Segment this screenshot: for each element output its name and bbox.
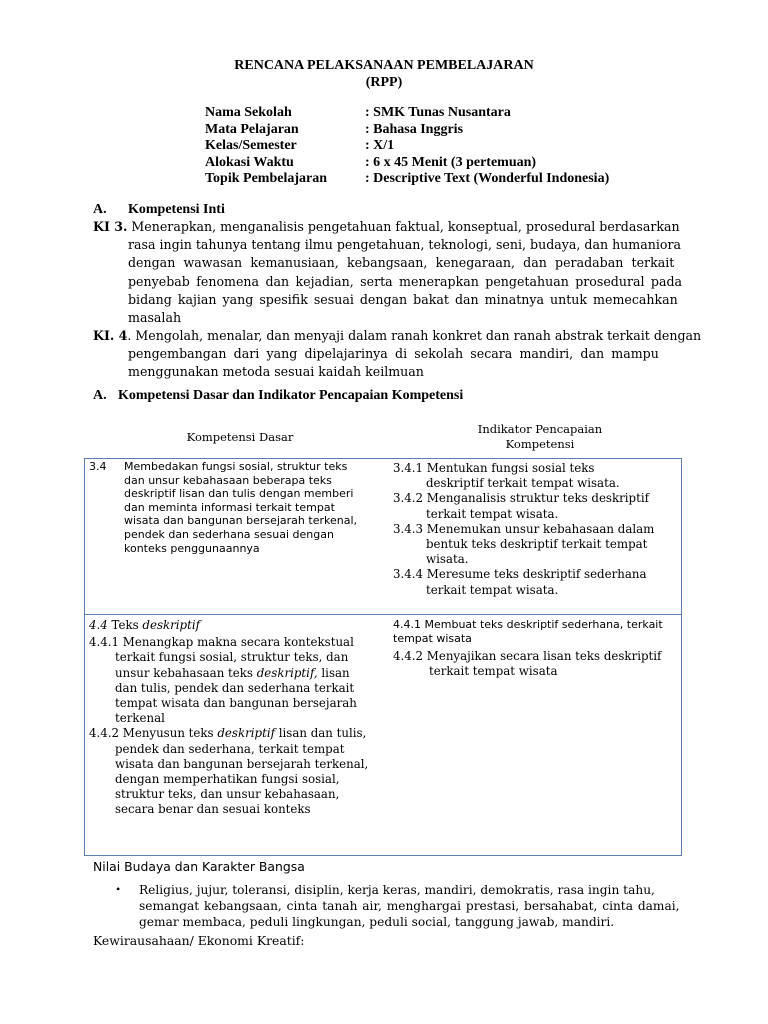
meta-key: Topik Pembelajaran xyxy=(205,171,327,187)
kd-line: dan tulis, pendek dan sederhana terkait xyxy=(115,680,355,695)
meta-key: Mata Pelajaran xyxy=(205,121,299,137)
kd-number: 4.4 xyxy=(89,618,108,632)
kd-line: wisata dan bangunan bersejarah terkenal, xyxy=(115,756,369,771)
section-heading-kd-ipk: Kompetensi Dasar dan Indikator Pencapaian Kompetensi xyxy=(118,388,464,403)
ki4-block xyxy=(93,327,702,382)
nilai-line: gemar membaca, peduli lingkungan, peduli social, tanggung jawab, mandiri. xyxy=(139,915,615,929)
meta-value: : Descriptive Text (Wonderful Indonesia) xyxy=(365,171,610,187)
kd-line: secara benar dan sesuai konteks xyxy=(115,802,311,817)
ipk-3-4-list xyxy=(393,461,678,598)
kd-line: terkait fungsi sosial, struktur teks, dan xyxy=(115,650,349,665)
meta-key: Alokasi Waktu xyxy=(205,154,294,170)
nilai-heading: Nilai Budaya dan Karakter Bangsa xyxy=(93,859,305,874)
table-header-ipk-line2: Kompetensi xyxy=(505,437,575,451)
meta-row-time xyxy=(205,155,609,172)
kd-text: lisan dan tulis, xyxy=(274,726,367,741)
ipk-line: 3.4.3 Menemukan unsur kebahasaan dalam xyxy=(393,521,655,536)
meta-key: Kelas/Semester xyxy=(205,138,297,154)
section-letter: A. xyxy=(93,202,107,217)
kd-line: deskriptif lisan dan tulis dengan memberi xyxy=(124,487,354,501)
meta-row-subject xyxy=(205,122,609,139)
meta-row-class xyxy=(205,138,609,155)
ipk-line: tempat wisata xyxy=(393,631,472,645)
kd-4-4-1-first: 4.4.1 Menangkap makna secara kontekstual xyxy=(89,635,354,650)
ki3-line: Menerapkan, menganalisis pengetahuan faktual, konseptual, prosedural berdasarkan xyxy=(131,219,680,234)
meta-value: : X/1 xyxy=(365,138,395,154)
nilai-line: Religius, jujur, toleransi, disiplin, kerja keras, mandiri, demokratis, rasa ingin tahu, xyxy=(139,883,655,897)
ipk-line: terkait tempat wisata. xyxy=(426,506,559,521)
kewirausahaan-heading: Kewirausahaan/ Ekonomi Kreatif: xyxy=(93,933,305,948)
identity-block xyxy=(205,105,609,188)
ipk-line: terkait tempat wisata. xyxy=(426,582,559,597)
kd-text: unsur kebahasaan teks xyxy=(115,665,257,680)
kd-text: lisan xyxy=(317,665,350,680)
kd-4-4-label xyxy=(89,618,389,633)
ipk-line: deskriptif terkait tempat wisata. xyxy=(426,476,620,491)
kd-italic: deskriptif, xyxy=(256,665,318,680)
kd-line: struktur teks, dan unsur kebahasaan, xyxy=(115,787,340,802)
kd-line: Membedakan fungsi sosial, struktur teks xyxy=(124,460,348,473)
ipk-line: 3.4.2 Menganalisis struktur teks deskriptif xyxy=(393,491,649,506)
kd-text: 4.4.2 Menyusun teks xyxy=(89,726,218,741)
kd-line: dan meminta informasi terkait tempat xyxy=(124,500,335,514)
ipk-item-3-4-3 xyxy=(393,522,678,568)
section-heading-kompetensi-inti: Kompetensi Inti xyxy=(128,202,225,217)
ki4-line: pengembangan dari yang dipelajarinya di sekolah secara mandiri, dan mampu xyxy=(128,346,659,362)
kd-line: terkenal xyxy=(115,711,165,726)
meta-value: : SMK Tunas Nusantara xyxy=(365,105,511,120)
kd-line: konteks penggunaannya xyxy=(124,541,260,555)
ipk-4-4-1 xyxy=(393,618,678,645)
meta-key: Nama Sekolah xyxy=(205,105,292,120)
ki4-line: menggunakan metoda sesuai kaidah keilmuan xyxy=(128,364,424,380)
ipk-line: bentuk teks deskriptif terkait tempat xyxy=(426,537,648,552)
ki3-line: masalah xyxy=(128,310,182,326)
ki3-line: rasa ingin tahunya tentang ilmu pengetahuan, teknologi, seni, budaya, dan humaniora xyxy=(128,237,681,253)
kd-4-4-2-first xyxy=(89,726,389,741)
ipk-item-3-4-2 xyxy=(393,491,678,521)
ipk-line: terkait tempat wisata xyxy=(429,664,558,679)
ki3-line: penyebab fenomena dan kejadian, serta menerapkan pengetahuan prosedural pada xyxy=(128,273,683,289)
ipk-item-3-4-4 xyxy=(393,567,678,597)
ipk-line: 3.4.4 Meresume teks deskriptif sederhana xyxy=(393,567,647,582)
kd-line: pendek dan sederhana sesuai dengan xyxy=(124,527,334,541)
ipk-line: 3.4.1 Mentukan fungsi sosial teks xyxy=(393,461,595,475)
ipk-item-3-4-1 xyxy=(393,461,678,491)
kd-italic: deskriptif xyxy=(217,726,275,741)
meta-row-topic xyxy=(205,171,609,188)
ki3-line: bidang kajian yang spesifik sesuai dengan bakat dan minatnya untuk memecahkan xyxy=(128,291,678,307)
ki3-block xyxy=(93,218,683,327)
meta-value: : Bahasa Inggris xyxy=(365,121,464,137)
kd-line: wisata dan bangunan bersejarah terkenal, xyxy=(124,514,358,528)
meta-value: : 6 x 45 Menit (3 pertemuan) xyxy=(365,154,537,170)
nilai-line: semangat kebangsaan, cinta tanah air, menghargai prestasi, bersahabat, cinta damai, xyxy=(139,899,680,913)
kd-label-italic: deskriptif xyxy=(142,618,200,632)
ipk-line: wisata. xyxy=(426,552,469,567)
ipk-line: 4.4.1 Membuat teks deskriptif sederhana, terkait xyxy=(393,618,663,631)
kd-4-4-block xyxy=(89,618,389,818)
ipk-line: 4.4.2 Menyajikan secara lisan teks deskriptif xyxy=(393,649,662,663)
document-title: RENCANA PELAKSANAAN PEMBELAJARAN xyxy=(234,58,534,73)
table-header-kd: Kompetensi Dasar xyxy=(186,430,294,444)
kd-3-4-text xyxy=(124,460,384,555)
table-header-ipk-line1: Indikator Pencapaian xyxy=(477,422,603,436)
kd-line: tempat wisata dan bangunan bersejarah xyxy=(115,696,357,711)
kd-line xyxy=(89,666,389,681)
kd-number: 3.4 xyxy=(89,460,107,473)
ki3-label: KI 3. xyxy=(93,219,128,234)
kd-line: dengan memperhatikan fungsi sosial, xyxy=(115,772,340,787)
kd-line: pendek dan sederhana, terkait tempat xyxy=(115,741,345,756)
ki3-line: dengan wawasan kemanusiaan, kebangsaan, kenegaraan, dan peradaban terkait xyxy=(128,255,675,271)
kd-label-text: Teks xyxy=(107,618,143,632)
table-row-divider xyxy=(84,614,682,615)
nilai-list-item xyxy=(139,882,679,930)
section-letter: A. xyxy=(93,388,107,403)
ki4-label: KI. 4 xyxy=(93,328,128,343)
ki4-line: . Mengolah, menalar, dan menyaji dalam ranah konkret dan ranah abstrak terkait dengan xyxy=(127,328,702,343)
ipk-4-4-2 xyxy=(393,649,678,679)
document-subtitle: (RPP) xyxy=(365,75,403,90)
bullet-icon: • xyxy=(116,882,121,896)
kd-line: dan unsur kebahasaan beberapa teks xyxy=(124,473,332,487)
meta-row-school xyxy=(205,105,609,122)
